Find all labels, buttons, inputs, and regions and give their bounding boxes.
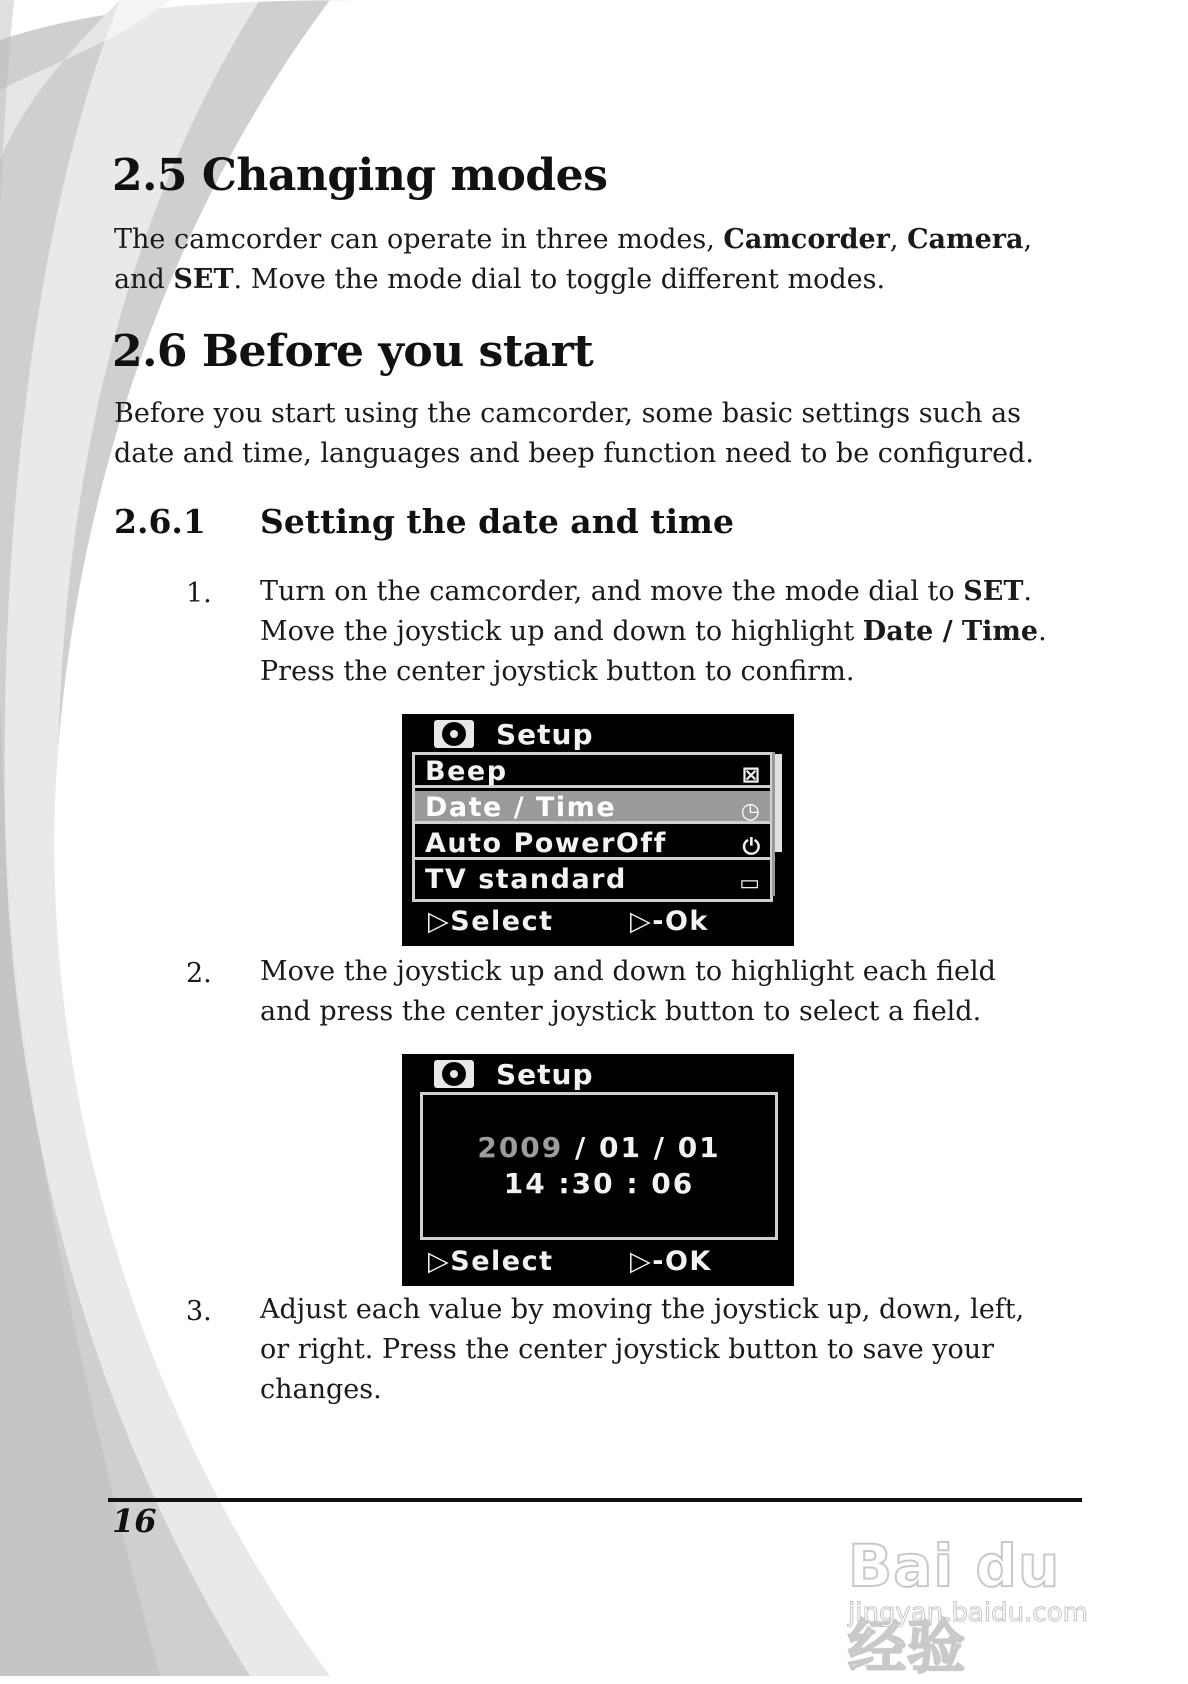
- section-heading-before-you-start: 2.6 Before you start: [112, 326, 594, 377]
- menu-list: [412, 752, 773, 902]
- text: .: [1023, 576, 1032, 607]
- watermark-url: jingyan.baidu.com: [848, 1598, 1088, 1628]
- text: .: [1038, 616, 1047, 647]
- text: Before you start using the camcorder, some basic settings such as: [114, 398, 1021, 429]
- text-bold: SET: [963, 576, 1024, 607]
- text: and press the center joystick button to select a field.: [260, 996, 982, 1027]
- joystick-icon: ▷: [428, 906, 451, 937]
- footer-select: [428, 906, 554, 937]
- play-icon: ▷: [630, 906, 653, 937]
- paragraph-changing-modes: [114, 220, 1064, 300]
- gear-icon: [434, 1060, 474, 1088]
- mode-camera: Camera: [907, 224, 1024, 255]
- footer-rule: [108, 1498, 1082, 1502]
- date-time-box: [420, 1092, 778, 1240]
- page-number: 16: [112, 1502, 157, 1540]
- gear-icon: [434, 720, 474, 748]
- step-text: [260, 572, 1120, 692]
- menu-item-auto-poweroff[interactable]: [415, 827, 770, 860]
- text: or right. Press the center joystick button to save your: [260, 1334, 995, 1365]
- scrollbar[interactable]: [774, 754, 782, 852]
- step-number: 2.: [186, 958, 212, 989]
- joystick-icon: ▷: [428, 1246, 451, 1277]
- time-field[interactable]: 14 :30 : 06: [503, 1167, 695, 1200]
- scrollbar-track: [772, 752, 775, 896]
- footer-ok-label: -Ok: [652, 906, 709, 937]
- footer-ok: [630, 1246, 712, 1277]
- footer-select-label: Select: [450, 906, 554, 937]
- step-text: [260, 1290, 1120, 1410]
- step-number: 3.: [186, 1296, 212, 1327]
- screen-title: Setup: [496, 1058, 594, 1091]
- footer-ok-label: -OK: [652, 1246, 712, 1277]
- text: Adjust each value by moving the joystick up, down, left,: [260, 1294, 1025, 1325]
- text: ,: [1023, 224, 1033, 255]
- tv-icon: ▭: [739, 871, 760, 896]
- footer-select: [428, 1246, 554, 1277]
- text: Press the center joystick button to confirm.: [260, 656, 855, 687]
- mode-camcorder: Camcorder: [723, 224, 890, 255]
- play-icon: ▷: [630, 1246, 653, 1277]
- text: ,: [889, 224, 908, 255]
- footer-select-label: Select: [450, 1246, 554, 1277]
- text: and: [114, 264, 174, 295]
- date-rest[interactable]: / 01 / 01: [563, 1131, 721, 1164]
- camcorder-screen-date-time: [402, 1054, 794, 1286]
- beep-off-icon: ⊠: [741, 763, 760, 788]
- menu-item-tv-standard[interactable]: [415, 863, 770, 896]
- menu-item-label: TV standard: [425, 864, 627, 895]
- section-heading-changing-modes: 2.5 Changing modes: [112, 150, 608, 201]
- text: Move the joystick up and down to highlight: [260, 616, 863, 647]
- text: Turn on the camcorder, and move the mode dial to: [260, 576, 964, 607]
- watermark-brand: Bai du 经验: [848, 1532, 1061, 1681]
- auto-poweroff-icon: ⏻: [742, 835, 760, 860]
- baidu-watermark: [848, 1528, 1128, 1681]
- menu-item-label: Auto PowerOff: [425, 828, 667, 859]
- text: date and time, languages and beep function need to be configured.: [114, 438, 1034, 469]
- step-number: 1.: [186, 578, 212, 609]
- footer-ok: [630, 906, 709, 937]
- paragraph-before-you-start: [114, 394, 1094, 474]
- date-line: [423, 1131, 775, 1164]
- year-field[interactable]: 2009: [477, 1131, 564, 1164]
- menu-item-label: Date / Time: [425, 792, 617, 823]
- text: changes.: [260, 1374, 382, 1405]
- subsection-title: Setting the date and time: [260, 502, 734, 541]
- menu-item-beep[interactable]: [415, 755, 770, 788]
- text-bold: Date / Time: [862, 616, 1039, 647]
- text: . Move the mode dial to toggle different modes.: [233, 264, 886, 295]
- menu-item-date-time[interactable]: [415, 791, 770, 824]
- text: The camcorder can operate in three modes,: [114, 224, 724, 255]
- menu-item-label: Beep: [425, 756, 508, 787]
- date-time-icon: ◷: [740, 799, 760, 824]
- text: Move the joystick up and down to highlight each field: [260, 956, 996, 987]
- step-text: [260, 952, 1120, 1032]
- screen-title: Setup: [496, 718, 594, 751]
- subsection-number: 2.6.1: [114, 502, 206, 541]
- camcorder-screen-setup-menu: [402, 714, 794, 946]
- mode-set: SET: [173, 264, 234, 295]
